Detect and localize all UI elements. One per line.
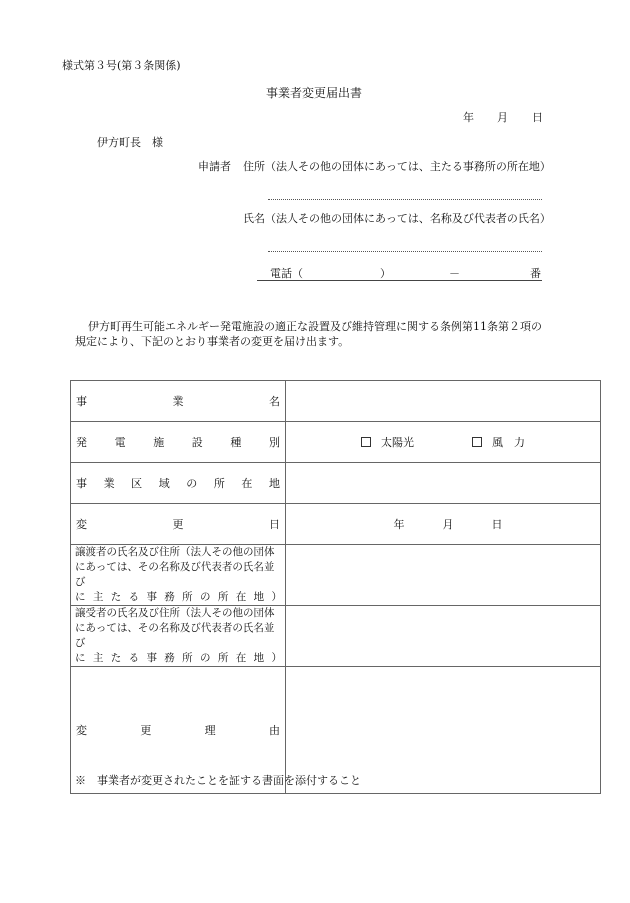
footnote: ※ 事業者が変更されたことを証する書面を添付すること (75, 774, 361, 787)
address-label: 住所（法人その他の団体にあっては、主たる事務所の所在地） (243, 160, 551, 173)
change-form-table (70, 380, 601, 794)
label-location: 事 業 区 域 の 所 在 地 (71, 463, 286, 504)
row-transferor (71, 545, 601, 606)
label-change-date: 変 更 日 (71, 504, 286, 545)
name-label: 氏名（法人その他の団体にあっては、名称及び代表者の氏名） (243, 212, 551, 225)
option-wind[interactable]: 風 力 (472, 434, 525, 450)
body-text-line1: 伊方町再生可能エネルギー発電施設の適正な設置及び維持管理に関する条例第11条第２項の (88, 320, 542, 333)
option-solar[interactable]: 太陽光 (361, 434, 414, 450)
business-name-field[interactable] (286, 381, 601, 422)
location-field[interactable] (286, 463, 601, 504)
address-dotted-line (268, 199, 542, 200)
name-dotted-line (268, 251, 542, 252)
phone-suffix: 番 (530, 267, 541, 280)
phone-dash: － (449, 267, 460, 280)
phone-underline (257, 280, 542, 281)
date-month: 月 (497, 111, 508, 124)
change-date-field[interactable]: 年 月 日 (286, 504, 601, 545)
transferee-field[interactable] (286, 606, 601, 667)
label-transferee: 譲受者の氏名及び住所（法人その他の団体 にあっては、その名称及び代表者の氏名並び に 主 た る 事 務 所 の 所 在 地 ） (71, 606, 286, 667)
facility-type-options (286, 422, 601, 463)
row-facility-type (71, 422, 601, 463)
row-transferee (71, 606, 601, 667)
date-day: 日 (532, 111, 543, 124)
page-title: 事業者変更届出書 (266, 86, 363, 100)
applicant-role: 申請者 (198, 160, 231, 173)
phone-close-paren: ） (380, 267, 391, 280)
date-year: 年 (463, 111, 474, 124)
transferor-field[interactable] (286, 545, 601, 606)
form-number: 様式第３号(第３条関係) (62, 59, 181, 72)
body-text-line2: 規定により、下記のとおり事業者の変更を届け出ます。 (75, 335, 350, 348)
row-location (71, 463, 601, 504)
row-change-date (71, 504, 601, 545)
label-transferor: 譲渡者の氏名及び住所（法人その他の団体 にあっては、その名称及び代表者の氏名並び に 主 た る 事 務 所 の 所 在 地 ） (71, 545, 286, 606)
row-business-name (71, 381, 601, 422)
solar-checkbox[interactable] (361, 437, 371, 447)
label-business-name: 事 業 名 (71, 381, 286, 422)
label-reason: 変 更 理 由 (71, 667, 286, 794)
phone-label: 電話（ (270, 267, 303, 280)
addressee: 伊方町長 様 (97, 136, 163, 149)
label-facility-type: 発 電 施 設 種 別 (71, 422, 286, 463)
wind-checkbox[interactable] (472, 437, 482, 447)
